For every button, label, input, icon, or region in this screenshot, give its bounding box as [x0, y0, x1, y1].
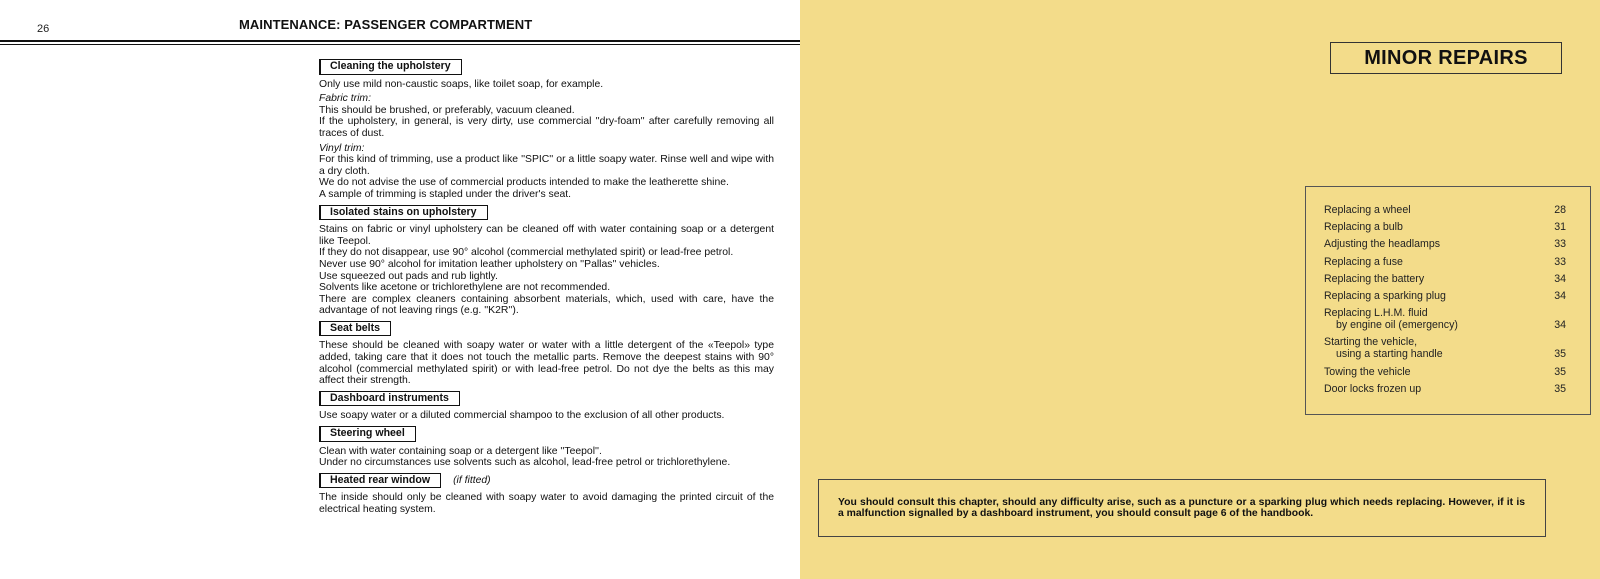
paragraph: Under no circumstances use solvents such as alcohol, lead-free petrol or trichlorethylene. — [319, 457, 731, 469]
section-heading-row — [319, 426, 774, 446]
section — [319, 426, 774, 469]
paragraph: These should be cleaned with soapy water or water with a little detergent of the «Teepol» type added, taking care that it does not touch the metallic parts. Remove the deepest stains with 90° alcohol (commercial methylated spirit) or with lead-free petrol. Do not dye the belts as this may affect their strength. — [319, 340, 774, 387]
section-heading-row — [319, 321, 774, 341]
toc-entry — [1324, 238, 1566, 250]
toc-entry-label — [1324, 366, 1411, 378]
toc-entry-page: 35 — [1554, 365, 1566, 378]
toc-entry-page: 34 — [1554, 289, 1566, 302]
paragraph: The inside should only be cleaned with soapy water to avoid damaging the printed circuit of the electrical heating system. — [319, 492, 774, 515]
section-heading-row — [319, 59, 774, 79]
toc-entry-line: Replacing the battery — [1324, 272, 1425, 285]
toc-entry — [1324, 336, 1566, 360]
toc-entry — [1324, 204, 1566, 216]
toc-entry-label — [1324, 238, 1440, 250]
chapter-title-box — [1330, 42, 1562, 74]
toc-entry-label — [1324, 221, 1403, 233]
paragraph: There are complex cleaners containing absorbent materials, which, used with care, have the advantage of not leaving rings (e.g. ''K2R''). — [319, 293, 774, 317]
toc-entry-label — [1324, 383, 1421, 395]
paragraph: Never use 90° alcohol for imitation leather upholstery on ''Pallas'' vehicles. — [319, 258, 660, 270]
section-note: (if fitted) — [453, 475, 491, 487]
toc-entry-line: Starting the vehicle, — [1324, 336, 1418, 349]
paragraph: Use squeezed out pads and rub lightly. — [319, 270, 498, 282]
toc-entry-line: Replacing a sparking plug — [1324, 289, 1446, 302]
paragraph: If they do not disappear, use 90° alcohol (commercial methylated spirit) or lead-free petrol. — [319, 247, 734, 259]
page-number: 26 — [37, 23, 50, 35]
toc-entry — [1324, 290, 1566, 302]
paragraph: Solvents like acetone or trichlorethylene are not recommended. — [319, 282, 611, 294]
chapter-title: MINOR REPAIRS — [1364, 46, 1528, 69]
toc-entry-label — [1324, 204, 1411, 216]
toc-entry-line-continued: by engine oil (emergency) — [1336, 319, 1458, 332]
toc-entry-label — [1324, 273, 1424, 285]
toc-entry-line: Replacing a wheel — [1324, 204, 1411, 216]
toc-entry — [1324, 256, 1566, 268]
paragraph: Stains on fabric or vinyl upholstery can be cleaned off with water containing soap or a detergent like Teepol. — [319, 224, 774, 247]
toc-entry-page: 35 — [1554, 348, 1566, 361]
paragraph: This should be brushed, or preferably, vacuum cleaned. — [319, 104, 575, 116]
toc-entry-label — [1324, 290, 1446, 302]
section-heading-row — [319, 391, 774, 411]
toc-entry-line: Replacing a bulb — [1324, 221, 1403, 234]
paragraph: Clean with water containing soap or a detergent like ''Teepol''. — [319, 445, 602, 457]
toc-entry — [1324, 273, 1566, 285]
section-heading: Dashboard instruments — [319, 391, 460, 407]
toc-entry-line: Replacing a fuse — [1324, 255, 1403, 268]
toc-entry-page: 34 — [1554, 272, 1566, 285]
toc-entry-line: Replacing L.H.M. fluid — [1324, 307, 1428, 320]
table-of-contents — [1305, 186, 1591, 415]
subheading: Fabric trim: — [319, 93, 371, 105]
toc-entry-page: 35 — [1554, 382, 1566, 395]
header-rule-thin — [0, 44, 800, 45]
toc-list — [1324, 204, 1566, 400]
toc-entry-line-continued: using a starting handle — [1336, 348, 1443, 361]
section-heading: Cleaning the upholstery — [319, 59, 462, 75]
toc-entry-page: 31 — [1554, 221, 1566, 234]
paragraph: Use soapy water or a diluted commercial shampoo to the exclusion of all other products. — [319, 410, 725, 422]
toc-entry-label — [1324, 307, 1458, 331]
toc-entry-label — [1324, 256, 1403, 268]
toc-entry-line: Towing the vehicle — [1324, 365, 1411, 378]
toc-entry-page: 28 — [1554, 204, 1566, 216]
section — [319, 321, 774, 387]
paragraph: If the upholstery, in general, is very dirty, use commercial ''dry-foam'' after carefully removing all traces of dust. — [319, 116, 774, 139]
paragraph: For this kind of trimming, use a product like ''SPIC'' or a little soapy water. Rinse well and wipe with a dry cloth. — [319, 154, 774, 177]
chapter-note-box — [818, 479, 1546, 537]
paragraph: We do not advise the use of commercial products intended to make the leatherette shine. — [319, 177, 729, 189]
section — [319, 59, 774, 201]
section-heading: Steering wheel — [319, 426, 416, 442]
toc-entry-page: 33 — [1554, 238, 1566, 251]
toc-entry-line: Adjusting the headlamps — [1324, 238, 1441, 251]
toc-entry-line: Door locks frozen up — [1324, 382, 1422, 395]
page-title: MAINTENANCE: PASSENGER COMPARTMENT — [239, 17, 533, 32]
header-rule — [0, 40, 800, 42]
toc-entry — [1324, 221, 1566, 233]
section-heading: Heated rear window — [319, 473, 441, 489]
toc-entry-page: 33 — [1554, 255, 1566, 268]
section-heading: Seat belts — [319, 321, 391, 337]
toc-entry-page: 34 — [1554, 319, 1566, 332]
section — [319, 473, 774, 516]
section — [319, 391, 774, 422]
subheading: Vinyl trim: — [319, 142, 365, 154]
section-heading-row — [319, 205, 774, 225]
toc-entry — [1324, 383, 1566, 395]
section-heading: Isolated stains on upholstery — [319, 205, 488, 221]
toc-entry — [1324, 366, 1566, 378]
maintenance-content — [319, 59, 774, 520]
toc-entry — [1324, 307, 1566, 331]
section — [319, 205, 774, 317]
right-page — [800, 0, 1600, 579]
section-heading-row — [319, 473, 774, 493]
chapter-note: You should consult this chapter, should any difficulty arise, such as a puncture or a sparking plug which needs replacing. However, if it is a malfunction signalled by a dashboard instrument, you should consult page 6 of the handbook. — [838, 496, 1525, 519]
paragraph: Only use mild non-caustic soaps, like toilet soap, for example. — [319, 78, 604, 90]
toc-entry-label — [1324, 336, 1443, 360]
paragraph: A sample of trimming is stapled under the driver's seat. — [319, 188, 572, 200]
